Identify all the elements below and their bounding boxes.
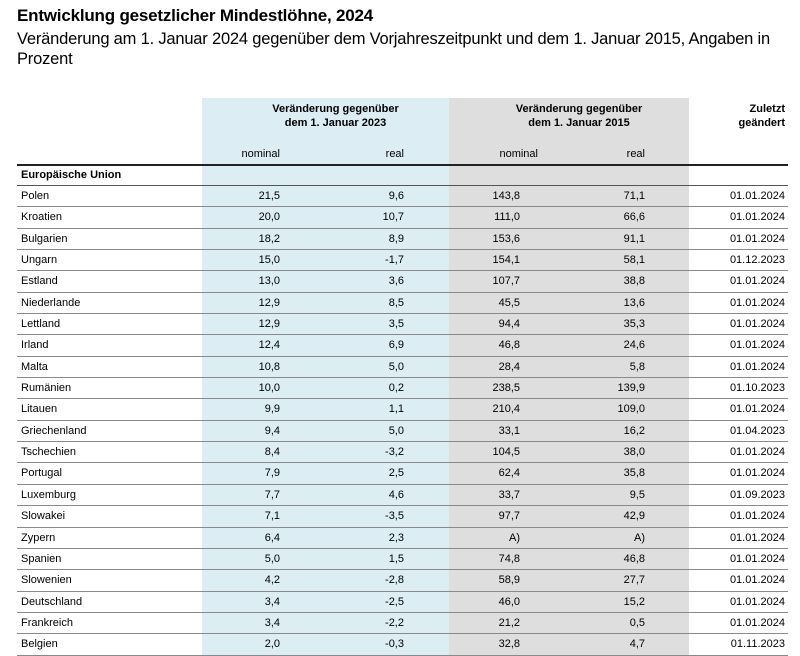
cell-country: Malta (21, 360, 48, 373)
cell-country: Tschechien (21, 446, 77, 459)
cell-nominal-2023: 7,7 (264, 488, 280, 501)
cell-country: Polen (21, 190, 50, 202)
cell-real-2023: 3,6 (388, 275, 404, 288)
cell-country: Portugal (21, 467, 62, 480)
header-last-changed (709, 102, 785, 130)
cell-nominal-2015: 46,8 (498, 339, 520, 352)
cell-nominal-2015: 33,1 (498, 424, 520, 437)
cell-last-changed: 01.01.2024 (729, 510, 785, 523)
cell-real-2015: 91,1 (623, 232, 645, 245)
cell-last-changed: 01.01.2024 (729, 531, 785, 544)
cell-real-2015: A) (634, 531, 645, 544)
cell-last-changed: 01.01.2024 (729, 211, 785, 224)
cell-real-2023: -0,3 (385, 638, 404, 651)
table-row (17, 314, 788, 335)
cell-last-changed: 01.01.2024 (729, 467, 785, 480)
cell-country: Slowenien (21, 574, 72, 587)
cell-country: Ungarn (21, 254, 58, 267)
cell-nominal-2015: 97,7 (498, 510, 520, 523)
cell-real-2023: -2,2 (385, 616, 404, 629)
cell-nominal-2015: 21,2 (498, 616, 520, 629)
cell-last-changed: 01.04.2023 (729, 424, 785, 437)
cell-real-2015: 66,6 (623, 211, 645, 224)
subheader-real-2023: real (385, 148, 404, 160)
cell-nominal-2015: 143,8 (492, 190, 520, 202)
table-row (17, 528, 788, 549)
cell-real-2023: 3,5 (388, 318, 404, 331)
cell-nominal-2023: 10,8 (258, 360, 280, 373)
cell-nominal-2015: 94,4 (498, 318, 520, 331)
cell-real-2015: 0,5 (629, 616, 645, 629)
cell-real-2015: 35,8 (623, 467, 645, 480)
cell-last-changed: 01.01.2024 (729, 360, 785, 373)
cell-nominal-2015: 45,5 (498, 296, 520, 309)
cell-last-changed: 01.01.2024 (729, 318, 785, 331)
section-label: Europäische Union (21, 169, 122, 181)
page-title: Entwicklung gesetzlicher Mindestlöhne, 2024 (17, 6, 374, 25)
cell-real-2015: 16,2 (623, 424, 645, 437)
cell-real-2015: 58,1 (623, 254, 645, 267)
cell-nominal-2015: 154,1 (492, 254, 520, 267)
cell-country: Luxemburg (21, 488, 77, 501)
cell-nominal-2023: 15,0 (258, 254, 280, 267)
cell-nominal-2023: 7,1 (264, 510, 280, 523)
subheader-nominal-2023: nominal (241, 148, 280, 160)
cell-country: Irland (21, 339, 49, 352)
cell-real-2023: 2,3 (388, 531, 404, 544)
cell-real-2023: 8,5 (388, 296, 404, 309)
table-row (17, 592, 788, 613)
cell-real-2015: 35,3 (623, 318, 645, 331)
subheader-nominal-2015: nominal (499, 148, 538, 160)
cell-last-changed: 01.01.2024 (729, 296, 785, 309)
cell-real-2015: 46,8 (623, 552, 645, 565)
cell-nominal-2015: 28,4 (498, 360, 520, 373)
cell-nominal-2023: 18,2 (258, 232, 280, 245)
table-row (17, 271, 788, 292)
cell-real-2015: 139,9 (617, 382, 645, 395)
cell-nominal-2015: 62,4 (498, 467, 520, 480)
cell-nominal-2015: 111,0 (494, 211, 520, 224)
cell-nominal-2023: 3,4 (264, 595, 280, 608)
table-row (17, 357, 788, 378)
cell-nominal-2023: 8,4 (264, 446, 280, 459)
cell-nominal-2023: 12,9 (258, 296, 280, 309)
table-row (17, 399, 788, 420)
header-group-2015-line1: Veränderung gegenüber (515, 103, 643, 115)
table-row (17, 229, 788, 250)
cell-nominal-2023: 2,0 (264, 638, 280, 651)
cell-last-changed: 01.01.2024 (729, 190, 785, 202)
cell-real-2015: 9,5 (629, 488, 645, 501)
table-row (17, 293, 788, 314)
cell-country: Slowakei (21, 510, 66, 523)
cell-real-2023: -2,5 (385, 595, 404, 608)
table-row (17, 250, 788, 271)
cell-nominal-2023: 6,4 (264, 531, 280, 544)
cell-country: Niederlande (21, 296, 81, 309)
cell-nominal-2023: 7,9 (264, 467, 280, 480)
cell-country: Estland (21, 275, 58, 288)
table-row (17, 335, 788, 356)
cell-last-changed: 01.01.2024 (729, 446, 785, 459)
cell-nominal-2015: A) (509, 531, 520, 544)
header-last-changed-line2: geändert (738, 117, 785, 129)
cell-nominal-2023: 21,5 (258, 190, 280, 202)
cell-real-2023: 1,1 (388, 403, 404, 416)
cell-country: Kroatien (21, 211, 62, 224)
table-body (17, 186, 788, 656)
cell-real-2023: -2,8 (385, 574, 404, 587)
cell-last-changed: 01.01.2024 (729, 339, 785, 352)
table-row (17, 421, 788, 442)
table-row (17, 378, 788, 399)
cell-real-2015: 24,6 (623, 339, 645, 352)
cell-real-2023: -3,2 (385, 446, 404, 459)
cell-real-2015: 38,0 (623, 446, 645, 459)
cell-nominal-2023: 10,0 (258, 382, 280, 395)
cell-nominal-2015: 32,8 (498, 638, 520, 651)
cell-real-2015: 13,6 (623, 296, 645, 309)
cell-last-changed: 01.12.2023 (729, 254, 785, 267)
table-row (17, 485, 788, 506)
cell-nominal-2015: 58,9 (498, 574, 520, 587)
cell-nominal-2023: 3,4 (264, 616, 280, 629)
cell-real-2015: 4,7 (629, 638, 645, 651)
cell-nominal-2015: 238,5 (492, 382, 520, 395)
cell-nominal-2015: 74,8 (498, 552, 520, 565)
table-row (17, 442, 788, 463)
cell-nominal-2023: 9,4 (264, 424, 280, 437)
cell-nominal-2023: 12,9 (258, 318, 280, 331)
cell-real-2015: 27,7 (623, 574, 645, 587)
cell-last-changed: 01.11.2023 (730, 638, 785, 651)
cell-real-2015: 38,8 (623, 275, 645, 288)
cell-real-2023: -3,5 (385, 510, 404, 523)
table-row (17, 634, 788, 655)
cell-last-changed: 01.01.2024 (729, 574, 785, 587)
cell-last-changed: 01.09.2023 (729, 488, 785, 501)
cell-country: Griechenland (21, 424, 87, 437)
cell-real-2023: 5,0 (388, 360, 404, 373)
header-last-changed-line1: Zuletzt (749, 103, 785, 115)
cell-country: Zypern (21, 531, 56, 544)
cell-real-2023: 0,2 (388, 382, 404, 395)
cell-real-2015: 71,1 (623, 190, 645, 202)
table-row (17, 186, 788, 207)
cell-country: Spanien (21, 552, 62, 565)
cell-country: Bulgarien (21, 232, 68, 245)
cell-nominal-2015: 46,0 (498, 595, 520, 608)
cell-country: Deutschland (21, 595, 83, 608)
cell-country: Frankreich (21, 616, 73, 629)
cell-last-changed: 01.01.2024 (729, 552, 785, 565)
minimum-wage-table (17, 98, 788, 655)
header-group-2015-line2: dem 1. Januar 2015 (528, 117, 630, 129)
cell-real-2015: 5,8 (629, 360, 645, 373)
cell-nominal-2015: 104,5 (492, 446, 520, 459)
cell-real-2023: -1,7 (385, 254, 404, 267)
cell-last-changed: 01.01.2024 (729, 403, 785, 416)
cell-real-2023: 10,7 (382, 211, 404, 224)
table-row (17, 570, 788, 591)
header-group-2023-line2: dem 1. Januar 2023 (284, 117, 387, 129)
cell-real-2023: 6,9 (388, 339, 404, 352)
cell-nominal-2015: 210,4 (492, 403, 520, 416)
table-row (17, 207, 788, 228)
cell-last-changed: 01.01.2024 (729, 616, 785, 629)
cell-nominal-2015: 33,7 (498, 488, 520, 501)
cell-real-2015: 42,9 (623, 510, 645, 523)
header-group-2015 (449, 102, 709, 130)
table-row (17, 613, 788, 634)
cell-country: Litauen (21, 403, 58, 416)
cell-real-2023: 1,5 (388, 552, 404, 565)
page-subtitle: Veränderung am 1. Januar 2024 gegenüber dem Vorjahreszeitpunkt und dem 1. Januar 2015, Angaben in Prozent (17, 30, 770, 68)
cell-real-2015: 109,0 (617, 403, 645, 416)
cell-real-2023: 5,0 (388, 424, 404, 437)
cell-last-changed: 01.01.2024 (729, 275, 785, 288)
subheader-real-2015: real (626, 148, 645, 160)
cell-nominal-2023: 20,0 (258, 211, 280, 224)
cell-nominal-2015: 153,6 (492, 232, 520, 245)
cell-real-2015: 15,2 (623, 595, 645, 608)
table-row (17, 506, 788, 527)
cell-nominal-2023: 12,4 (258, 339, 280, 352)
table-row (17, 549, 788, 570)
header-group-2023-line1: Veränderung gegenüber (272, 103, 399, 115)
cell-last-changed: 01.10.2023 (729, 382, 785, 395)
table-row (17, 463, 788, 484)
header-divider (17, 164, 788, 166)
cell-nominal-2023: 13,0 (258, 275, 280, 288)
cell-nominal-2023: 4,2 (264, 574, 280, 587)
cell-nominal-2023: 9,9 (264, 403, 280, 416)
header-group-2023 (202, 102, 469, 130)
cell-last-changed: 01.01.2024 (729, 232, 785, 245)
cell-real-2023: 8,9 (388, 232, 404, 245)
cell-country: Rumänien (21, 382, 72, 395)
cell-country: Lettland (21, 318, 61, 331)
cell-real-2023: 2,5 (388, 467, 404, 480)
cell-real-2023: 9,6 (388, 190, 404, 202)
cell-real-2023: 4,6 (388, 488, 404, 501)
cell-last-changed: 01.01.2024 (729, 595, 785, 608)
cell-nominal-2023: 5,0 (264, 552, 280, 565)
cell-country: Belgien (21, 638, 58, 651)
cell-nominal-2015: 107,7 (492, 275, 520, 288)
